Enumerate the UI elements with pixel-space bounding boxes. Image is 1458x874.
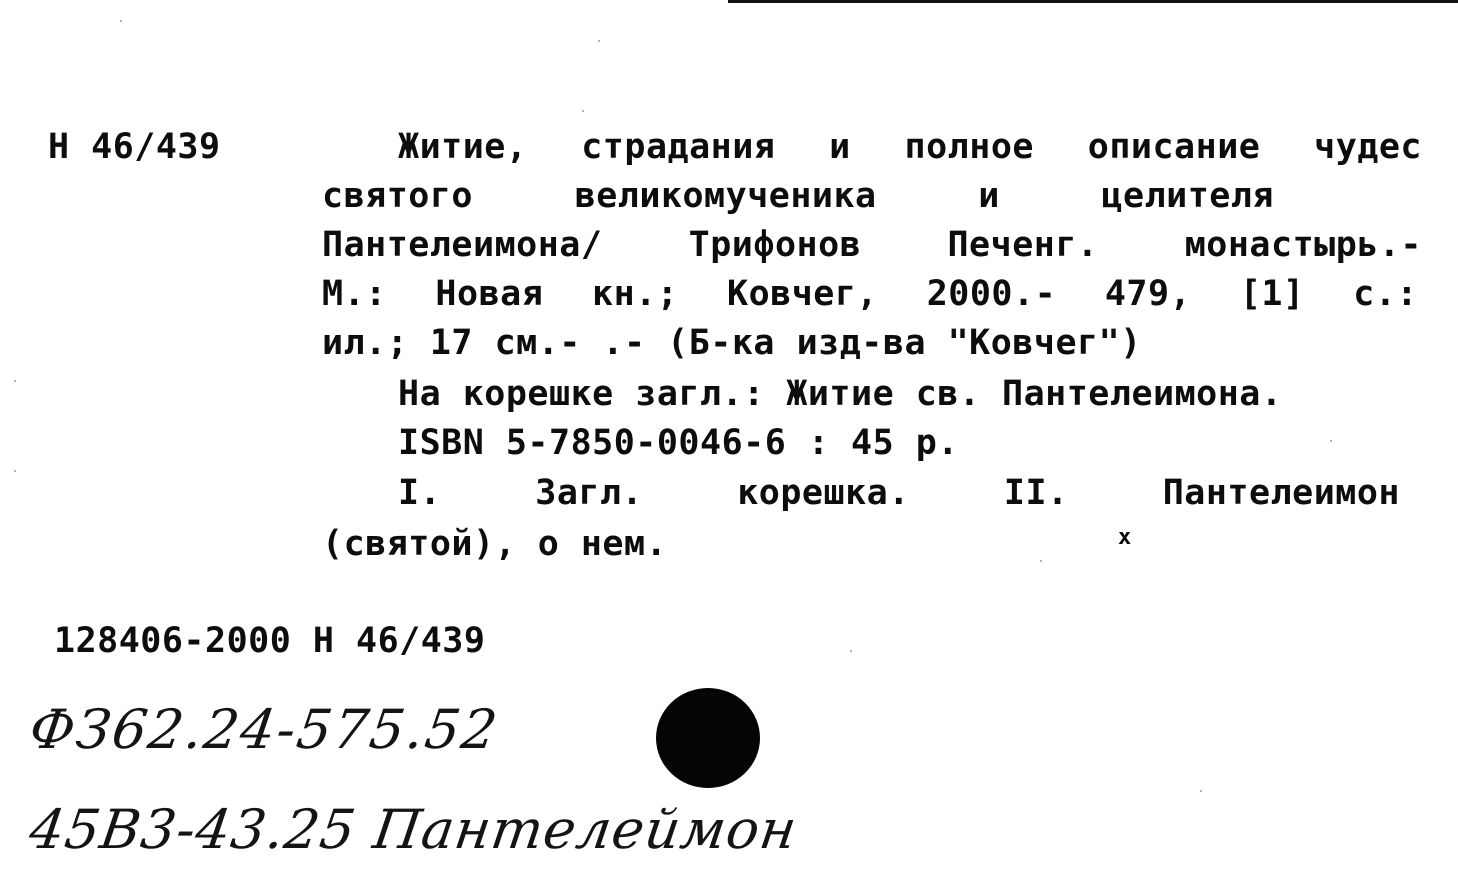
call-number: Н 46/439 xyxy=(48,127,221,167)
description-line-2 xyxy=(322,172,1274,220)
description-text: святого великомученика и целителя xyxy=(322,176,1274,216)
paper-speck xyxy=(1330,440,1332,442)
description-text: Житие, страдания и полное описание чудес xyxy=(398,127,1422,167)
description-text: Пантелеимона/ Трифонов Печенг. монастырь.- xyxy=(322,225,1422,265)
top-edge-rule xyxy=(728,0,1458,3)
paper-speck xyxy=(14,380,16,382)
description-line-4 xyxy=(322,270,1418,318)
accession-line: 128406-2000 Н 46/439 xyxy=(54,621,486,661)
paper-speck xyxy=(1040,560,1042,562)
isbn-price: ISBN 5-7850-0046-6 : 45 р. xyxy=(398,423,959,463)
description-line-1 xyxy=(398,123,1422,171)
handwritten-classification: ФЗ62.24-575.52 xyxy=(25,698,503,761)
paper-speck xyxy=(1200,790,1202,792)
handwritten-subject: 45В3-43.25 Пантелеймон xyxy=(25,798,802,861)
tracings-line-2: (святой), о нем. xyxy=(322,524,668,564)
x-mark: x xyxy=(1118,525,1132,550)
tracings-line-1 xyxy=(398,469,1400,517)
description-text: ил.; 17 см.- .- (Б-ка изд-ва "Ковчег") xyxy=(322,323,1142,363)
description-line-3 xyxy=(322,221,1422,269)
paper-speck xyxy=(120,20,122,22)
tracings-text: I. Загл. корешка. II. Пантелеимон xyxy=(398,473,1400,513)
paper-speck xyxy=(850,650,852,652)
description-text: М.: Новая кн.; Ковчег, 2000.- 479, [1] с.: xyxy=(322,274,1418,314)
description-line-5 xyxy=(322,319,1252,367)
paper-speck xyxy=(582,110,584,112)
punch-hole xyxy=(656,688,760,788)
spine-title-note: На корешке загл.: Житие св. Пантелеимона. xyxy=(398,374,1283,414)
paper-speck xyxy=(14,470,16,472)
paper-speck xyxy=(598,40,600,42)
